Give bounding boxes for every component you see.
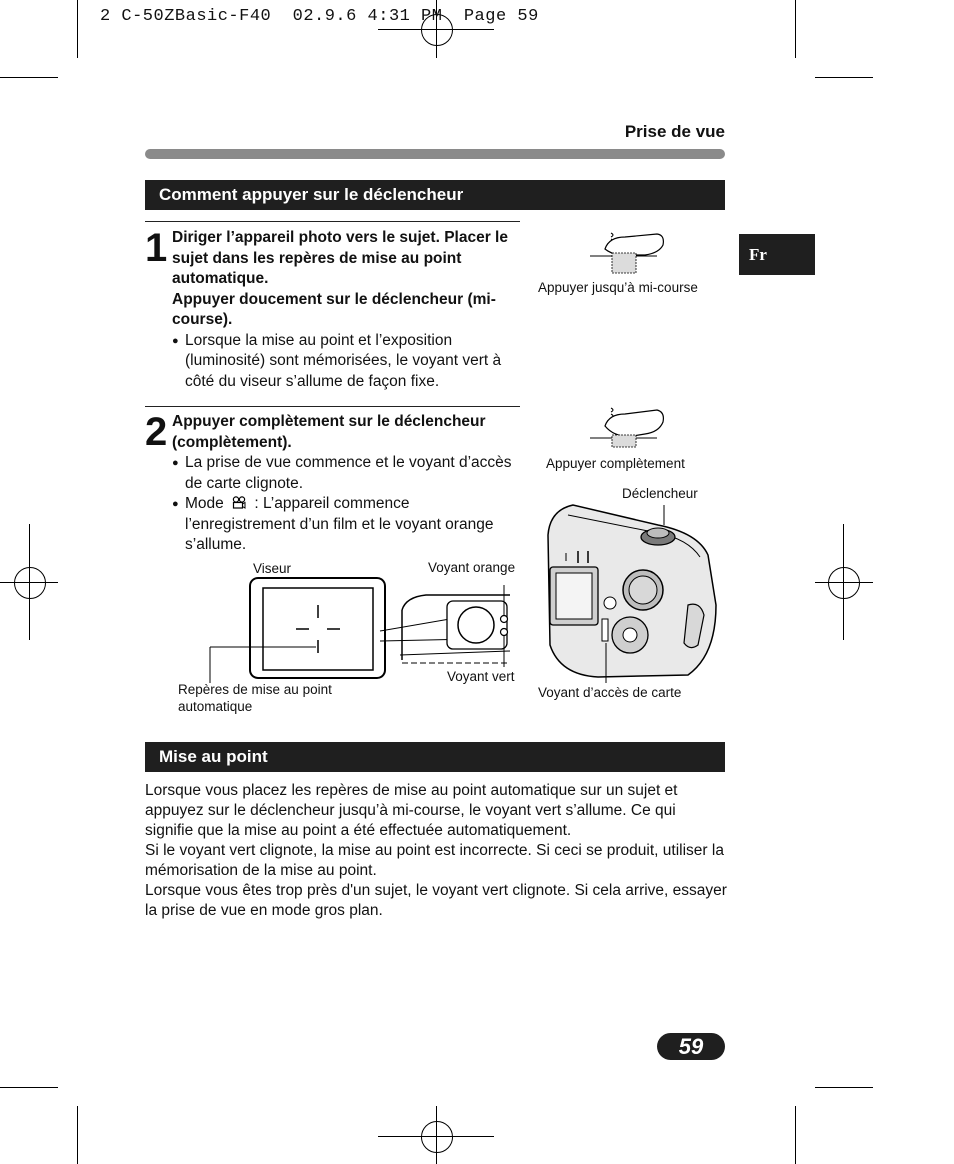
finger-full-press-figure <box>585 404 670 454</box>
label-viseur: Viseur <box>253 561 292 576</box>
mode-label: Mode <box>185 495 224 512</box>
step2-instruction: Appuyer complètement sur le déclencheur (complètement). <box>172 413 486 451</box>
step2-text <box>172 412 522 556</box>
focus-paragraph-1: Lorsque vous placez les repères de mise au point automatique sur un sujet et appuyez sur le déclencheur jusqu’à mi-course, le voyant vert s’allume. Ce qui signifie que la mise au point a été effectuée automatiquement. <box>145 782 678 839</box>
label-voyant-acces: Voyant d’accès de carte <box>538 685 682 700</box>
full-press-caption: Appuyer complètement <box>546 456 685 471</box>
half-press-caption: Appuyer jusqu’à mi-course <box>538 280 698 295</box>
heading-shutter: Comment appuyer sur le déclencheur <box>145 180 725 210</box>
step1-instruction: Diriger l’appareil photo vers le sujet. Placer le sujet dans les repères de mise au point automatique. <box>172 229 508 287</box>
label-voyant-vert: Voyant vert <box>447 669 515 684</box>
step1-half-press: Appuyer doucement sur le déclencheur (mi-course). <box>172 290 496 328</box>
focus-body <box>145 781 727 921</box>
step1-rule <box>145 221 520 222</box>
step2-bullet-1: ● La prise de vue commence et le voyant d’accès de carte clignote. <box>172 453 522 494</box>
focus-paragraph-2: Si le voyant vert clignote, la mise au point est incorrecte. Si ceci se produit, utiliser la mémorisation de la mise au point. <box>145 842 724 879</box>
section-title: Prise de vue <box>624 122 725 141</box>
page-number: 59 <box>657 1033 725 1060</box>
section-rule <box>145 149 725 159</box>
mode-description: : L’appareil commence l’enregistrement d’un film et le voyant orange s’allume. <box>185 495 494 553</box>
language-tab: Fr <box>739 234 815 275</box>
camera-illustration <box>538 495 723 685</box>
label-declencheur: Déclencheur <box>622 486 698 501</box>
label-voyant-orange: Voyant orange <box>428 560 516 575</box>
print-header: 2 C-50ZBasic-F40 02.9.6 4:31 PM Page 59 <box>100 7 539 26</box>
step2-number: 2 <box>145 410 168 454</box>
focus-paragraph-3: Lorsque vous êtes trop près d'un sujet, le voyant vert clignote. Si cela arrive, essayer la prise de vue en mode gros plan. <box>145 882 727 919</box>
label-reperes: Repères de mise au point automatique <box>178 682 332 714</box>
step1-bullet: ● Lorsque la mise au point et l’exposition (luminosité) sont mémorisées, le voyant vert à côté du viseur s’allume de façon fixe. <box>172 331 522 393</box>
step2-rule <box>145 406 520 407</box>
step1-number: 1 <box>145 226 168 270</box>
step2-bullet-2 <box>172 494 522 556</box>
finger-half-press-figure <box>585 225 670 275</box>
movie-mode-icon <box>232 496 246 509</box>
heading-focus: Mise au point <box>145 742 725 772</box>
step1-text <box>172 228 522 392</box>
